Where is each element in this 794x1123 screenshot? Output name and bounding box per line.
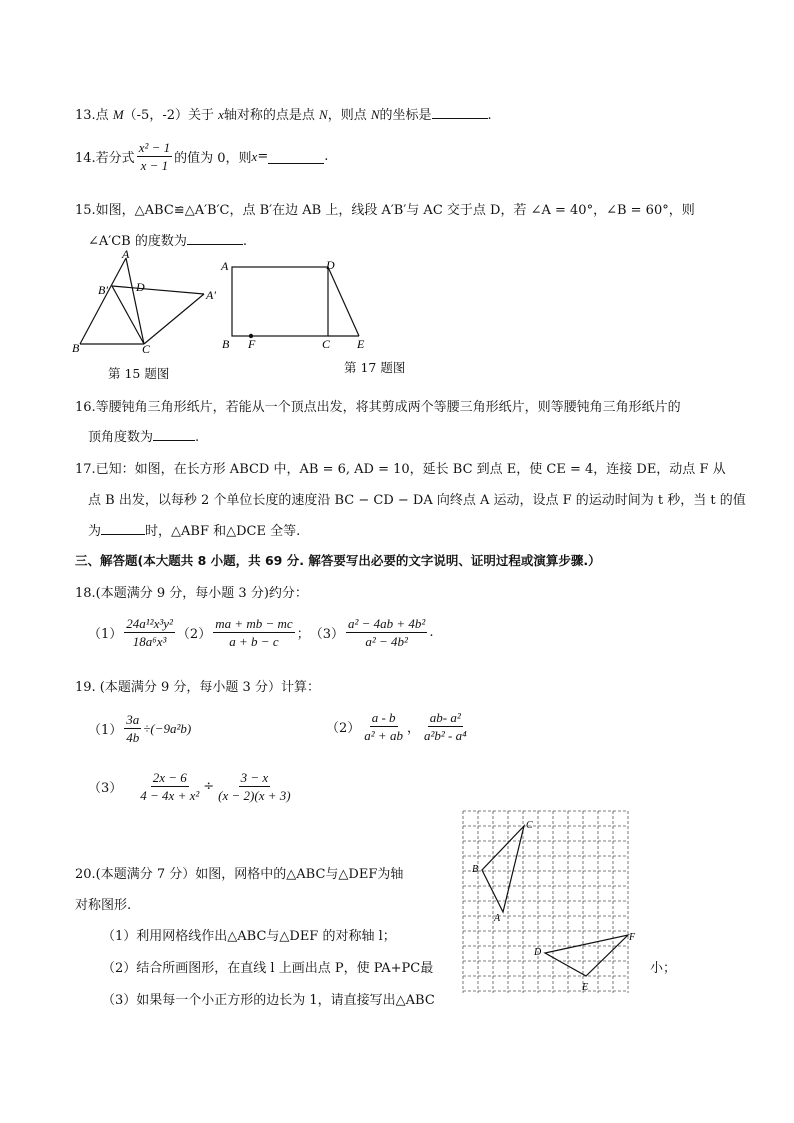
question-19-title: 19. (本题满分 9 分，每小题 3 分）计算： bbox=[75, 680, 320, 695]
fig15-side-b1a1 bbox=[112, 286, 204, 294]
question-20-line2: 对称图形. bbox=[75, 898, 132, 913]
triangle-abc bbox=[482, 826, 524, 912]
q13-point-n2: N bbox=[370, 107, 380, 122]
fig15-side-ab bbox=[80, 258, 126, 344]
fig15-caption: 第 15 题图 bbox=[108, 366, 170, 381]
q13-end: . bbox=[487, 108, 492, 123]
q15-answer-blank[interactable] bbox=[187, 244, 243, 245]
question-15-line1: 15.如图，△ABC≌△A′B′C，点 B′在边 AB 上，线段 A′B′与 AC 交于点 D，若 ∠A = 40°，∠B = 60°，则 bbox=[75, 203, 695, 218]
fig15-label-c: C bbox=[142, 342, 151, 356]
q19-fraction-3: ab- a² a²b² - a⁴ bbox=[423, 710, 467, 743]
question-20-part2-end: 小； bbox=[650, 961, 677, 976]
fig17-label-f: F bbox=[248, 337, 256, 351]
q14-var: x bbox=[251, 148, 258, 164]
q13-post: 的坐标是 bbox=[379, 108, 432, 123]
q14-end: . bbox=[324, 149, 329, 164]
triangle-def bbox=[545, 935, 628, 976]
fig15-label-b1: B′ bbox=[98, 283, 108, 297]
question-17-line3: 为 时，△ABF 和△DCE 全等. bbox=[88, 524, 301, 539]
grid-figure bbox=[462, 810, 636, 994]
question-20-part3: （3）如果每一个小正方形的边长为 1，请直接写出△ABC bbox=[102, 993, 435, 1008]
q17-answer-blank[interactable] bbox=[101, 534, 145, 535]
fig17-label-a: A bbox=[221, 259, 229, 273]
q13-x: x bbox=[218, 107, 224, 122]
q13-mid: 关于 bbox=[187, 108, 219, 123]
fig17-label-d: D bbox=[326, 258, 335, 272]
q19-item-3: （3） $\frac{2x - 6}{\text{4 − 4x + x²}}$ ÷ $\frac{3 - x}{(x - 2)(x + 3)}$ bbox=[88, 770, 291, 803]
fig17-label-b: B bbox=[222, 337, 230, 351]
fig15-label-b: B bbox=[72, 341, 80, 355]
fig15-label-a1: A′ bbox=[206, 288, 216, 302]
figure-15 bbox=[70, 247, 230, 360]
section-3-heading: 三、解答题(本大题共 8 小题，共 69 分. 解答要写出必要的文字说明、证明过程或演算步骤.） bbox=[75, 553, 601, 568]
fig15-side-a1c bbox=[144, 294, 204, 344]
question-18-title: 18.(本题满分 9 分，每小题 3 分)约分： bbox=[75, 586, 308, 601]
q13-mid3: ，则点 bbox=[327, 108, 371, 123]
fig15-side-b1c bbox=[112, 286, 144, 344]
q13-answer-blank[interactable] bbox=[432, 118, 488, 119]
q19-item-1: （1） $\frac{3a}{4b}$ ÷(−9a²b) bbox=[88, 712, 192, 745]
grid-label-e: E bbox=[582, 982, 589, 993]
figure-17 bbox=[218, 255, 378, 355]
question-20-part2: （2）结合所画图形，在直线 l 上画出点 P，使 PA+PC最 bbox=[102, 961, 434, 976]
fig17-caption: 第 17 题图 bbox=[344, 360, 406, 375]
q18-fraction-1: 24a¹²x³y² 18a⁶x³ bbox=[126, 616, 173, 649]
grid-label-f: F bbox=[629, 932, 636, 943]
grid-label-b: B bbox=[472, 864, 479, 875]
grid-lines bbox=[463, 811, 628, 993]
q13-coords: （-5，-2） bbox=[123, 108, 188, 123]
question-15-line2: ∠A′CB 的度数为 . bbox=[88, 234, 248, 249]
fig17-rectangle bbox=[232, 267, 328, 336]
q19-fraction-5: $\frac{3 - x}{(x - 2)(x + 3)}$ bbox=[218, 770, 291, 803]
q13-mid2: 轴对称的点是点 bbox=[223, 108, 320, 123]
grid-label-c: C bbox=[526, 820, 533, 831]
q14-pre: 14.若分式 bbox=[75, 151, 135, 166]
q14-answer-blank[interactable] bbox=[268, 149, 324, 164]
grid-label-d: D bbox=[534, 947, 542, 958]
question-17-line2: 点 B 出发，以每秒 2 个单位长度的速度沿 BC − CD − DA 向终点 A 运动，设点 F 的运动时间为 t 秒，当 t 的值 bbox=[88, 493, 746, 508]
fig17-label-c: C bbox=[322, 337, 331, 351]
q18-fraction-2: ma + mb − mc a + b − c bbox=[215, 616, 293, 649]
q18-fraction-3: a² − 4ab + 4b² a² − 4b² bbox=[347, 616, 426, 649]
question-17-line1: 17.已知：如图，在长方形 ABCD 中，AB = 6, AD = 10，延长 BC 到点 E，使 CE = 4，连接 DE，动点 F 从 bbox=[75, 462, 726, 477]
fig15-label-a: A bbox=[122, 247, 130, 261]
question-16-line2: 顶角度数为 . bbox=[88, 430, 200, 445]
q19-fraction-4: $\frac{2x - 6}{\text{4 − 4x + x²}}$ bbox=[140, 770, 200, 803]
q13-point-n: N bbox=[319, 107, 328, 122]
q13-point-m: M bbox=[112, 107, 124, 122]
grid-label-a: A bbox=[494, 913, 501, 924]
question-18-items: （1） 24a¹²x³y² 18a⁶x³ （2） ma + mb − mc a + b − c ； （3） a² − 4ab + 4b² a² − 4b² . bbox=[88, 616, 434, 649]
q14-mid: 的值为 0，则 bbox=[174, 151, 252, 166]
question-13 bbox=[75, 104, 492, 123]
fig17-segment-de bbox=[328, 267, 359, 336]
q19-fraction-2: a - b a² + ab bbox=[364, 710, 403, 743]
question-20-part1: （1）利用网格线作出△ABC与△DEF 的对称轴 l； bbox=[102, 929, 396, 944]
q14-eq: = bbox=[257, 149, 269, 164]
question-20-line1: 20.(本题满分 7 分）如图，网格中的△ABC与△DEF为轴 bbox=[75, 867, 404, 882]
fig15-side-ac bbox=[126, 258, 144, 344]
q19-fraction-1: $\frac{3a}{4b}$ bbox=[126, 712, 140, 745]
question-14 bbox=[75, 140, 328, 173]
fig17-label-e: E bbox=[357, 337, 365, 351]
q19-item-2: （2） a - b a² + ab ， ab- a² a²b² - a⁴ bbox=[326, 710, 467, 743]
q16-answer-blank[interactable] bbox=[153, 440, 195, 441]
question-16-line1: 16.等腰钝角三角形纸片，若能从一个顶点出发，将其剪成两个等腰三角形纸片，则等腰钝角三角形纸片的 bbox=[75, 400, 681, 415]
q13-pre: 13.点 bbox=[75, 108, 113, 123]
q14-fraction: x² − 1 x − 1 bbox=[138, 140, 171, 173]
fig15-label-d: D bbox=[136, 280, 145, 294]
